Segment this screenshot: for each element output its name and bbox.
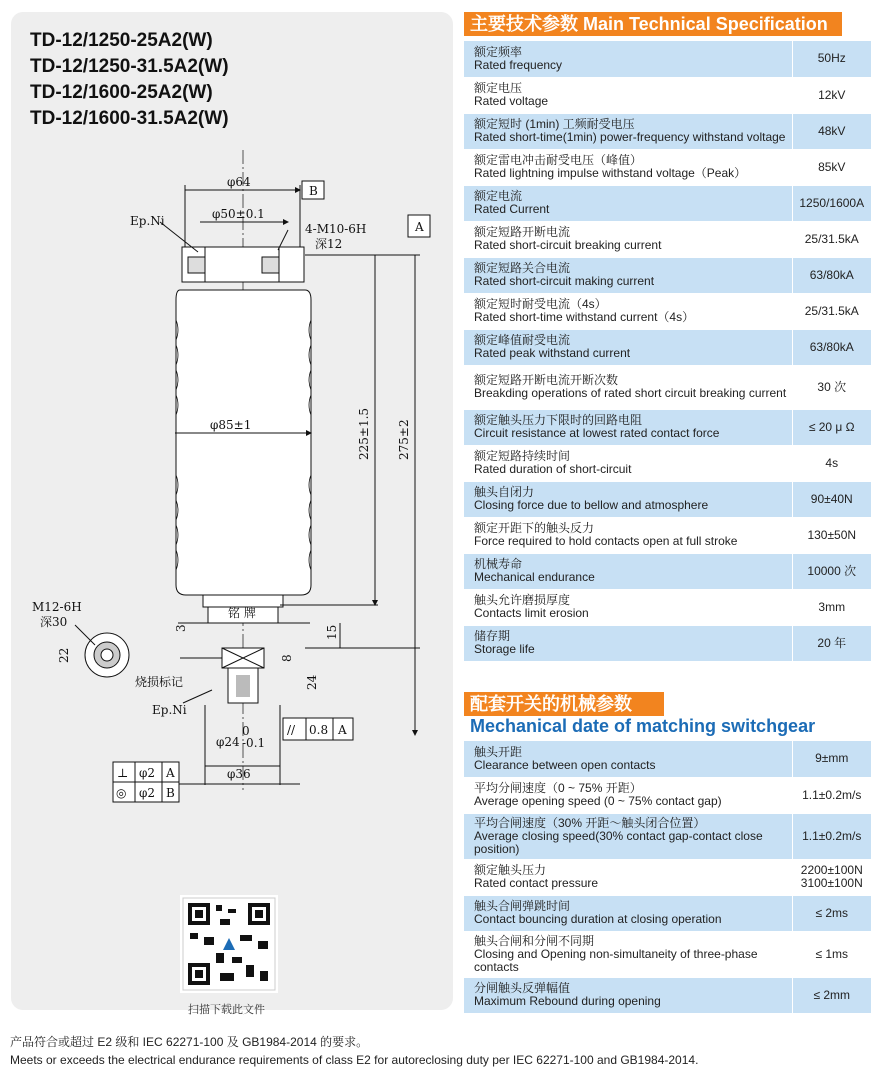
- param-value: [792, 553, 871, 589]
- param-value-text: 50Hz: [817, 51, 846, 66]
- burn-mark-label: 烧损标记: [135, 675, 184, 689]
- param-value-text: 90±40N: [810, 491, 853, 506]
- param-name-en: Circuit resistance at lowest rated contact force: [474, 426, 720, 440]
- param-name-en: Rated peak withstand current: [474, 346, 631, 360]
- param-value-text: 3mm: [818, 599, 846, 614]
- param-name: [464, 777, 792, 813]
- dim-d24: φ24: [216, 735, 240, 749]
- param-value: [792, 41, 871, 77]
- param-name-en: Mechanical endurance: [474, 570, 595, 584]
- param-value-text: 4s: [825, 455, 839, 470]
- param-name-en: Rated duration of short-circuit: [474, 462, 632, 476]
- param-value: [792, 409, 871, 445]
- spec-row: [464, 221, 871, 257]
- param-name-en: Contact bouncing duration at closing operation: [474, 912, 722, 926]
- spec-row: [464, 931, 871, 977]
- param-name-en: Rated Current: [474, 202, 550, 216]
- param-name-cn: 额定频率: [474, 44, 523, 59]
- param-value: [792, 977, 871, 1013]
- param-name: [464, 41, 792, 77]
- depth-side: 深30: [40, 615, 68, 629]
- footer-en: Meets or exceeds the electrical endurance requirements of class E2 for autoreclosing duty per IEC 62271-100 and GB1984-2014.: [10, 1053, 699, 1067]
- spec-row: [464, 41, 871, 77]
- conc-symbol: ◎: [116, 786, 127, 800]
- param-name-cn: 额定电压: [474, 81, 523, 95]
- thread-top: 4-M10-6H: [305, 222, 367, 236]
- param-value-text: 48kV: [818, 123, 846, 138]
- param-name: [464, 931, 792, 977]
- param-name-cn: 额定开距下的触头反力: [474, 521, 595, 535]
- parallel-symbol: //: [287, 723, 296, 737]
- spec-title: 主要技术参数 Main Technical Specification: [464, 12, 842, 36]
- qr-code[interactable]: [180, 895, 278, 993]
- param-name-en: Breakding operations of rated short circuit breaking current: [474, 386, 787, 400]
- param-name-en: Rated short-time withstand current（4s）: [474, 310, 695, 324]
- param-value-text: 1.1±0.2m/s: [802, 787, 862, 802]
- param-name-cn: 额定短路关合电流: [474, 261, 571, 275]
- param-name-cn: 触头合闸弹跳时间: [474, 899, 571, 913]
- param-name: [464, 481, 792, 517]
- dim-h225: 225±1.5: [357, 407, 371, 460]
- param-value: [792, 895, 871, 931]
- spec-row: [464, 859, 871, 895]
- param-name: [464, 221, 792, 257]
- datum-a-label: A: [415, 220, 424, 234]
- param-value-text: 25/31.5kA: [804, 303, 859, 318]
- perp-ref: A: [166, 766, 175, 780]
- model-2: TD-12/1250-31.5A2(W): [30, 56, 229, 77]
- param-value: [792, 257, 871, 293]
- param-value-text: 1250/1600A: [799, 195, 865, 210]
- param-value-text: ≤ 1ms: [815, 946, 849, 961]
- param-value: [792, 813, 871, 859]
- param-name-cn: 平均合闸速度（30% 开距～触头闭合位置）: [474, 815, 706, 830]
- spec-row: [464, 329, 871, 365]
- dim-22: 22: [57, 647, 71, 663]
- spec-row: [464, 409, 871, 445]
- param-value-text: ≤ 2ms: [815, 905, 849, 920]
- footer-cn: 产品符合或超过 E2 级和 IEC 62271-100 及 GB1984-2014 的要求。: [10, 1035, 369, 1049]
- param-name-cn: 额定短时 (1min) 工频耐受电压: [474, 117, 635, 131]
- param-value-text: 20 年: [817, 635, 847, 650]
- spec-row: [464, 293, 871, 329]
- param-name-en: Maximum Rebound during opening: [474, 994, 661, 1008]
- param-name-en: Storage life: [474, 642, 535, 656]
- param-value-text: ≤ 2mm: [813, 987, 851, 1002]
- dim-15: 15: [325, 624, 339, 640]
- spec-row: [464, 553, 871, 589]
- param-name-cn: 触头合闸和分闸不同期: [474, 933, 595, 948]
- nameplate-label: 铭 牌: [228, 606, 256, 620]
- param-value: [792, 185, 871, 221]
- param-value: [792, 777, 871, 813]
- param-name: [464, 113, 792, 149]
- dim-d50: φ50±0.1: [212, 207, 265, 221]
- mech-subtitle: Mechanical date of matching switchgear: [470, 716, 816, 736]
- param-name-cn: 触头允许磨损厚度: [474, 593, 571, 607]
- param-value-text: 1.1±0.2m/s: [802, 828, 862, 843]
- spec-row: [464, 625, 871, 661]
- param-value-text: 9±mm: [815, 751, 849, 766]
- parallel-value: 0.8: [309, 723, 329, 737]
- spec-row: [464, 741, 871, 777]
- param-name: [464, 77, 792, 113]
- param-name-cn: 额定短时耐受电流（4s）: [474, 297, 607, 311]
- param-name-en: Average opening speed (0 ~ 75% contact gap): [474, 794, 722, 808]
- dim-8: 8: [280, 654, 294, 662]
- param-value: [792, 221, 871, 257]
- spec-table: [464, 41, 871, 662]
- model-4: TD-12/1600-31.5A2(W): [30, 108, 229, 129]
- spec-row: [464, 185, 871, 221]
- param-name: [464, 517, 792, 553]
- param-name-cn: 触头开距: [474, 744, 523, 759]
- param-value-text: 12kV: [818, 87, 846, 102]
- param-name-en: Average closing speed(30% contact gap-contact close position): [474, 828, 763, 856]
- param-name-en: Contacts limit erosion: [474, 606, 589, 620]
- param-value: [792, 859, 871, 895]
- param-name-cn: 额定触头压力: [474, 863, 547, 877]
- param-value-text: 30 次: [817, 379, 847, 394]
- param-value-text: 85kV: [818, 159, 846, 174]
- param-name-cn: 额定峰值耐受电流: [474, 333, 571, 347]
- mech-table: [464, 741, 871, 1014]
- spec-row: [464, 589, 871, 625]
- dim-d24-tol-up: 0: [242, 724, 250, 738]
- qr-caption: 扫描下载此文件: [188, 1004, 265, 1016]
- param-name-en: Force required to hold contacts open at full stroke: [474, 534, 738, 548]
- spec-row: [464, 77, 871, 113]
- param-name: [464, 409, 792, 445]
- param-name-en: Rated lightning impulse withstand voltage（Peak）: [474, 166, 747, 180]
- parallel-ref: A: [338, 723, 347, 737]
- param-name-cn: 触头自闭力: [474, 485, 535, 499]
- param-name: [464, 977, 792, 1013]
- spec-row: [464, 113, 871, 149]
- param-name-en: Rated frequency: [474, 57, 563, 72]
- param-name-cn: 额定雷电冲击耐受电压（峰值）: [474, 153, 643, 167]
- param-name: [464, 257, 792, 293]
- param-name-cn: 机械寿命: [474, 557, 523, 571]
- param-value-text: 63/80kA: [809, 267, 854, 282]
- param-value: [792, 149, 871, 185]
- param-name-cn: 平均分闸速度（0 ~ 75% 开距）: [474, 781, 642, 795]
- param-name-en: Clearance between open contacts: [474, 757, 656, 772]
- param-value-text: 63/80kA: [809, 339, 854, 354]
- spec-row: [464, 365, 871, 409]
- param-value: [792, 481, 871, 517]
- depth-top: 深12: [315, 237, 343, 251]
- spec-row: [464, 813, 871, 859]
- spec-row: [464, 257, 871, 293]
- param-name: [464, 813, 792, 859]
- param-name-en: Rated short-time(1min) power-frequency withstand voltage: [474, 130, 786, 144]
- model-1: TD-12/1250-25A2(W): [30, 30, 213, 51]
- spec-row: [464, 977, 871, 1013]
- param-name-en: Closing force due to bellow and atmosphere: [474, 498, 709, 512]
- dim-24: 24: [305, 674, 319, 690]
- param-name: [464, 553, 792, 589]
- param-name-en: Rated short-circuit breaking current: [474, 238, 662, 252]
- dim-d85: φ85±1: [210, 418, 252, 432]
- param-name-cn: 额定短路持续时间: [474, 449, 571, 463]
- dim-h275: 275±2: [397, 419, 411, 460]
- param-value-text: 2200±100N: [800, 863, 863, 877]
- param-value: [792, 625, 871, 661]
- conc-value: φ2: [139, 786, 156, 800]
- param-name-cn: 储存期: [474, 629, 511, 643]
- param-value-text: 10000 次: [807, 563, 857, 578]
- mech-title: 配套开关的机械参数: [464, 692, 664, 716]
- param-name-cn: 额定电流: [474, 189, 523, 203]
- spec-row: [464, 445, 871, 481]
- param-name-en: Rated contact pressure: [474, 876, 599, 890]
- dim-3: 3: [174, 624, 188, 632]
- dim-d64: φ64: [227, 175, 251, 189]
- spec-row: [464, 517, 871, 553]
- spec-row: [464, 777, 871, 813]
- dim-d24-tol-down: -0.1: [242, 736, 266, 750]
- technical-drawing: [0, 0, 460, 1010]
- param-name: [464, 149, 792, 185]
- model-3: TD-12/1600-25A2(W): [30, 82, 213, 103]
- param-value: [792, 445, 871, 481]
- thread-side: M12-6H: [32, 600, 82, 614]
- param-name-cn: 额定短路开断电流开断次数: [474, 373, 619, 387]
- dim-d36: φ36: [227, 767, 251, 781]
- param-name: [464, 365, 792, 409]
- param-value: [792, 589, 871, 625]
- ep-ni-bottom: Ep.Ni: [152, 703, 187, 717]
- param-value-text: 25/31.5kA: [804, 231, 859, 246]
- perp-symbol: ⊥: [117, 766, 129, 780]
- param-name: [464, 741, 792, 777]
- param-name: [464, 185, 792, 221]
- param-value: [792, 329, 871, 365]
- param-name-en: Rated voltage: [474, 94, 549, 108]
- param-value: [792, 77, 871, 113]
- datum-b-label: B: [309, 184, 318, 198]
- param-value: [792, 113, 871, 149]
- param-name: [464, 293, 792, 329]
- param-name-cn: 额定短路开断电流: [474, 225, 571, 239]
- param-name-cn: 分闸触头反弹幅值: [474, 981, 571, 995]
- param-value-text: ≤ 20 μ Ω: [808, 419, 855, 434]
- conc-ref: B: [166, 786, 175, 800]
- perp-value: φ2: [139, 766, 156, 780]
- param-name-en: Closing and Opening non-simultaneity of three-phase contacts: [474, 946, 758, 974]
- param-name: [464, 625, 792, 661]
- spec-row: [464, 481, 871, 517]
- param-name: [464, 329, 792, 365]
- param-value: [792, 365, 871, 409]
- ep-ni-top: Ep.Ni: [130, 214, 165, 228]
- param-name: [464, 859, 792, 895]
- param-name-cn: 额定触头压力下限时的回路电阻: [474, 413, 643, 427]
- param-value: [792, 517, 871, 553]
- param-value-text-2: 3100±100N: [800, 876, 863, 890]
- spec-row: [464, 895, 871, 931]
- param-name: [464, 895, 792, 931]
- param-value: [792, 293, 871, 329]
- spec-row: [464, 149, 871, 185]
- param-value: [792, 931, 871, 977]
- param-name: [464, 445, 792, 481]
- param-name-en: Rated short-circuit making current: [474, 274, 655, 288]
- param-name: [464, 589, 792, 625]
- param-value: [792, 741, 871, 777]
- param-value-text: 130±50N: [807, 527, 857, 542]
